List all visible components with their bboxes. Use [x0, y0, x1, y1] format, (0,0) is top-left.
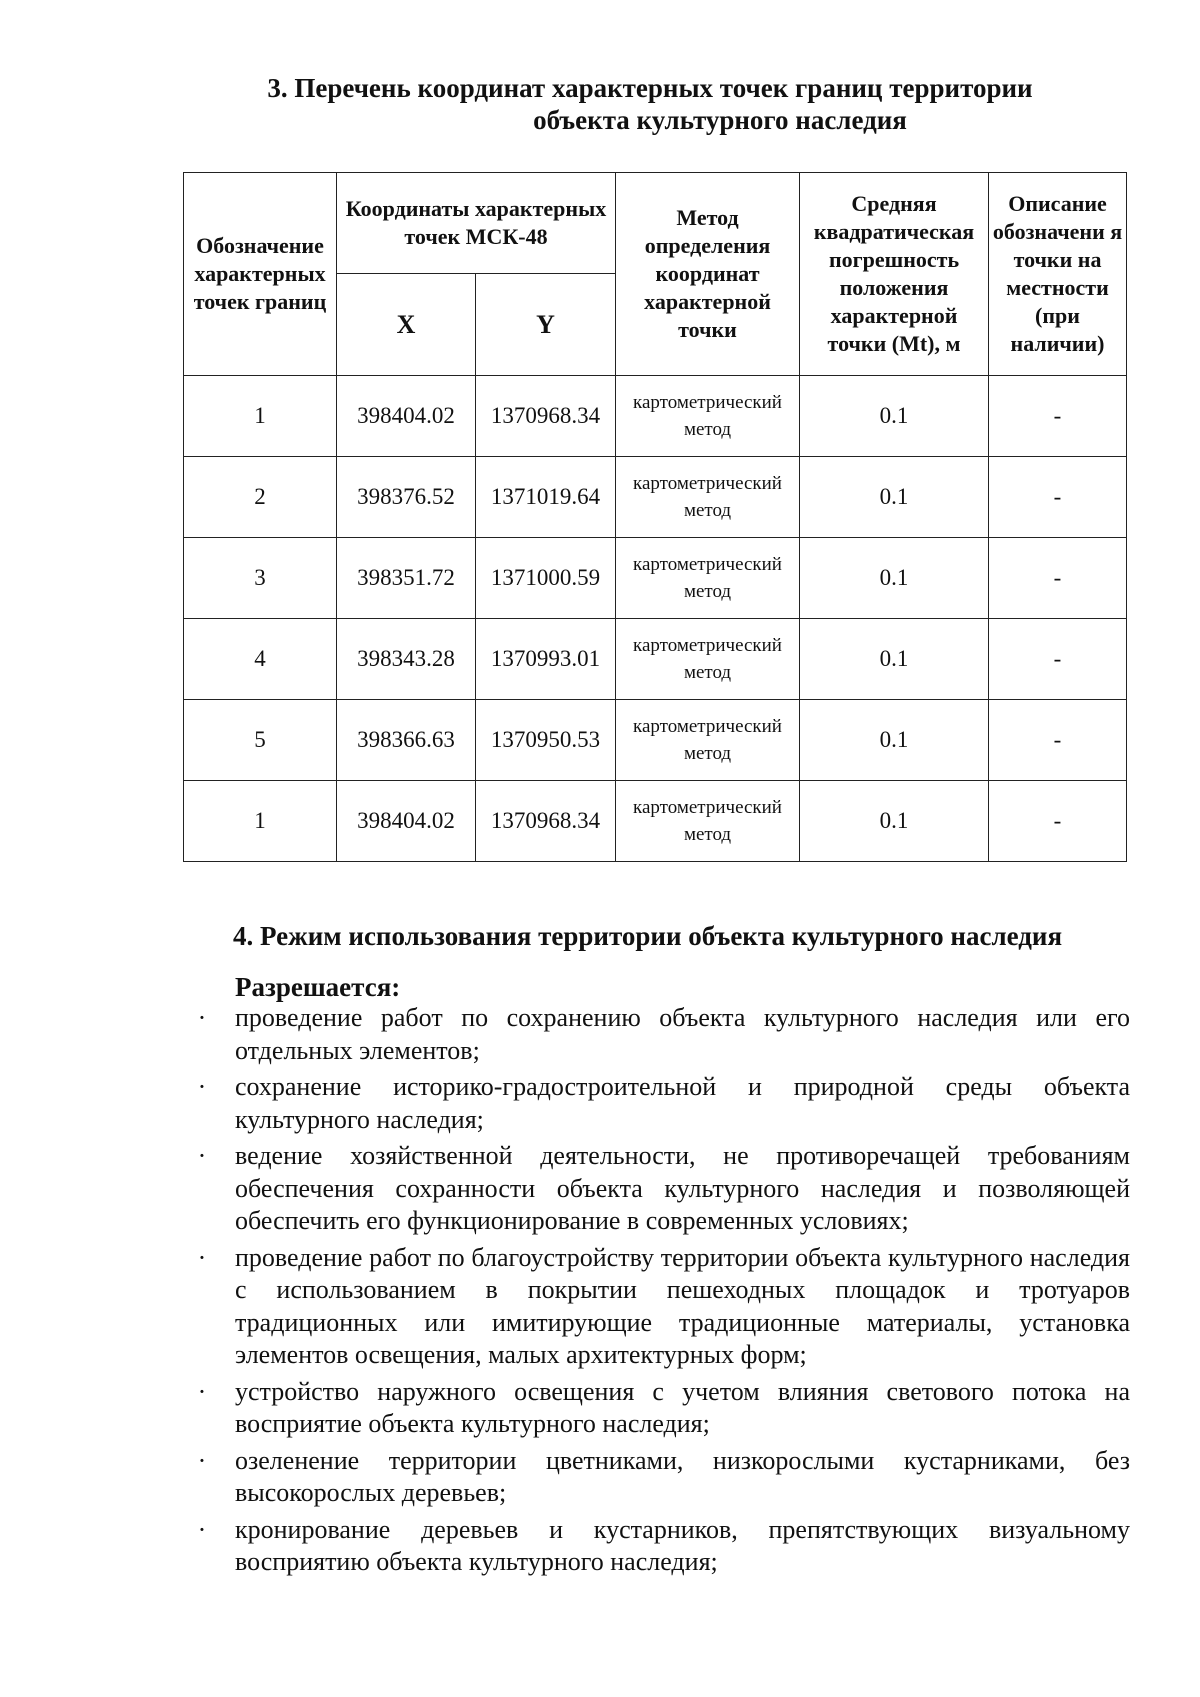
- list-item: [196, 1140, 1130, 1238]
- list-item-text: сохранение историко-градостроительной и природной среды объекта культурного наследия;: [235, 1072, 1130, 1134]
- list-item: [196, 1002, 1130, 1067]
- cell-method: картометрический метод: [616, 376, 800, 457]
- cell-method: картометрический метод: [616, 781, 800, 862]
- cell-error: 0.1: [800, 538, 989, 619]
- list-item: [196, 1376, 1130, 1441]
- header-designation: Обозначение характерных точек границ: [184, 173, 337, 376]
- cell-point: 5: [184, 700, 337, 781]
- cell-error: 0.1: [800, 457, 989, 538]
- cell-description: -: [989, 457, 1127, 538]
- bullet-icon: ·: [197, 1242, 207, 1272]
- section-3-title-line2: объекта культурного наследия: [533, 105, 907, 135]
- list-item-text: ведение хозяйственной деятельности, не противоречащей требованиям обеспечения сохранности объекта культурного наследия и позволяющей обеспечить его функционирование в современных условиях;: [235, 1141, 1130, 1235]
- table-row: [184, 781, 1127, 862]
- list-item-text: озеленение территории цветниками, низкорослыми кустарниками, без высокорослых деревьев;: [235, 1445, 1130, 1507]
- list-item-text: проведение работ по сохранению объекта культурного наследия или его отдельных элементов;: [235, 1003, 1130, 1065]
- table-row: [184, 700, 1127, 781]
- header-y: Y: [476, 274, 616, 376]
- section-3-title: [180, 72, 1120, 136]
- table-row: [184, 457, 1127, 538]
- cell-method: картометрический метод: [616, 538, 800, 619]
- cell-description: -: [989, 781, 1127, 862]
- cell-x: 398376.52: [337, 457, 476, 538]
- bullet-icon: ·: [197, 1514, 207, 1544]
- cell-point: 1: [184, 376, 337, 457]
- list-item: [196, 1071, 1130, 1136]
- bullet-icon: ·: [197, 1445, 207, 1475]
- cell-description: -: [989, 619, 1127, 700]
- cell-method: картометрический метод: [616, 619, 800, 700]
- coordinates-table: [183, 172, 1127, 862]
- cell-y: 1371019.64: [476, 457, 616, 538]
- cell-x: 398404.02: [337, 376, 476, 457]
- cell-description: -: [989, 700, 1127, 781]
- list-item: [196, 1445, 1130, 1510]
- table-row: [184, 376, 1127, 457]
- cell-y: 1370968.34: [476, 376, 616, 457]
- cell-method: картометрический метод: [616, 700, 800, 781]
- header-error: Средняя квадратическая погрешность положения характерной точки (Mt), м: [800, 173, 989, 376]
- cell-point: 3: [184, 538, 337, 619]
- header-x: X: [337, 274, 476, 376]
- list-item: [196, 1514, 1130, 1579]
- header-method: Метод определения координат характерной точки: [616, 173, 800, 376]
- list-item: [196, 1242, 1130, 1372]
- cell-y: 1371000.59: [476, 538, 616, 619]
- cell-point: 1: [184, 781, 337, 862]
- list-item-text: кронирование деревьев и кустарников, препятствующих визуальному восприятию объекта культурного наследия;: [235, 1514, 1130, 1576]
- cell-x: 398366.63: [337, 700, 476, 781]
- cell-description: -: [989, 538, 1127, 619]
- list-item-text: устройство наружного освещения с учетом влияния светового потока на восприятие объекта культурного наследия;: [235, 1376, 1130, 1438]
- list-item-text: проведение работ по благоустройству территории объекта культурного наследия с использованием в покрытии пешеходных площадок и тротуаров традиционных или имитирующие традиционные материалы, установка элементов освещения, малых архитектурных форм;: [235, 1242, 1130, 1369]
- cell-error: 0.1: [800, 376, 989, 457]
- cell-description: -: [989, 376, 1127, 457]
- cell-error: 0.1: [800, 781, 989, 862]
- table-row: [184, 619, 1127, 700]
- header-coords-group: Координаты характерных точек МСК-48: [337, 173, 616, 274]
- cell-y: 1370950.53: [476, 700, 616, 781]
- cell-x: 398343.28: [337, 619, 476, 700]
- cell-error: 0.1: [800, 619, 989, 700]
- cell-y: 1370993.01: [476, 619, 616, 700]
- section-3-title-line1: 3. Перечень координат характерных точек границ территории: [267, 73, 1033, 103]
- cell-y: 1370968.34: [476, 781, 616, 862]
- cell-method: картометрический метод: [616, 457, 800, 538]
- cell-point: 2: [184, 457, 337, 538]
- header-description: Описание обозначени я точки на местности (при наличии): [989, 173, 1127, 376]
- cell-point: 4: [184, 619, 337, 700]
- cell-error: 0.1: [800, 700, 989, 781]
- table-row: [184, 538, 1127, 619]
- bullet-icon: ·: [197, 1376, 207, 1406]
- bullet-icon: ·: [197, 1003, 207, 1032]
- allowed-label: Разрешается:: [235, 972, 401, 1002]
- section-4-title: 4. Режим использования территории объекта культурного наследия: [233, 921, 1063, 951]
- bullet-icon: ·: [197, 1072, 207, 1101]
- allowed-list: [196, 1002, 1130, 1583]
- cell-x: 398351.72: [337, 538, 476, 619]
- cell-x: 398404.02: [337, 781, 476, 862]
- bullet-icon: ·: [197, 1141, 207, 1170]
